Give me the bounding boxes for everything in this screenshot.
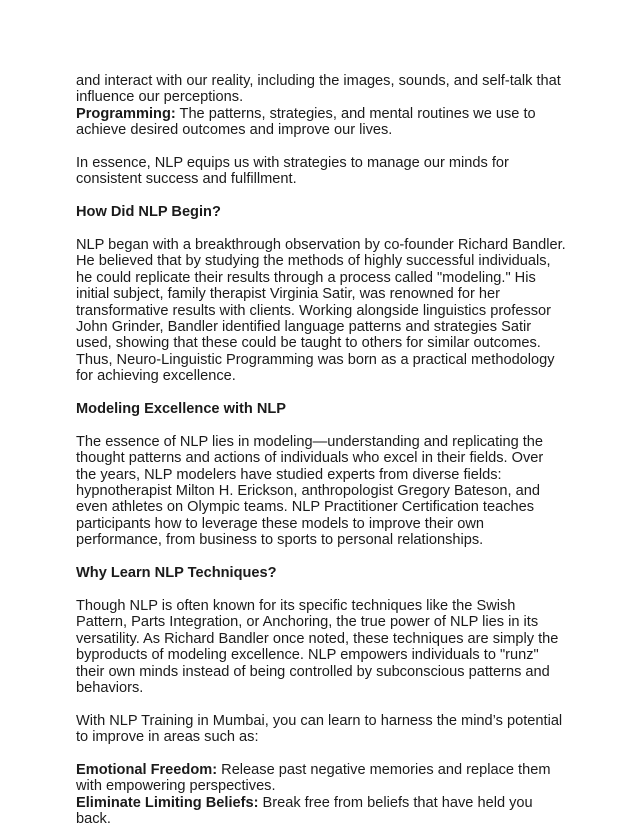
spacer [76, 385, 566, 401]
spacer [76, 417, 566, 433]
programming-term: Programming: [76, 105, 176, 122]
spacer [76, 221, 566, 237]
modeling-paragraph: The essence of NLP lies in modeling—understanding and replicating the thought patterns and actions of individuals who excel in their fields. Over the years, NLP modelers have studied experts from diverse fields: hypnotherapist Milton H. Erickson, anthropologist Gregory Bateson, and even athletes on Olympic teams. NLP Practitioner Certification teaches participants how to leverage these models to improve their own performance, from business to sports to personal relationships. [76, 433, 544, 549]
essence-paragraph: In essence, NLP equips us with strategies to manage our minds for consistent success and fulfillment. [76, 155, 509, 188]
benefit-eliminate-limiting-beliefs [76, 795, 566, 828]
spacer [76, 188, 566, 204]
benefit-emotional-freedom [76, 762, 566, 795]
spacer [76, 582, 566, 598]
why-paragraph-2: With NLP Training in Mumbai, you can learn to harness the mind’s potential to improve in areas such as: [76, 712, 563, 746]
document-page [76, 73, 566, 828]
programming-definition [76, 106, 566, 139]
spacer [76, 746, 566, 762]
benefit-term: Emotional Freedom: [76, 761, 218, 778]
programming-text: The patterns, strategies, and mental routines we use to achieve desired outcomes and improve our lives. [76, 105, 536, 139]
spacer [76, 549, 566, 565]
benefit-text: Release past negative memories and replace them with empowering perspectives. [76, 761, 551, 795]
benefit-text: Break free from beliefs that have held you back. [76, 794, 533, 828]
spacer [76, 696, 566, 712]
why-paragraph-1: Though NLP is often known for its specific techniques like the Swish Pattern, Parts Integration, or Anchoring, the true power of NLP lies in its versatility. As Richard Bandler once noted, these techniques are simply the byproducts of modeling excellence. NLP empowers individuals to "runz" their own minds instead of being controlled by subconscious patterns and behaviors. [76, 597, 559, 696]
spacer [76, 139, 566, 155]
benefit-term: Eliminate Limiting Beliefs: [76, 794, 259, 811]
heading-how-did-nlp-begin: How Did NLP Begin? [76, 204, 221, 221]
begin-paragraph: NLP began with a breakthrough observation by co-founder Richard Bandler. He believed that by studying the methods of highly successful individuals, he could replicate their results through a process called "modeling." His initial subject, family therapist Virginia Satir, was renowned for her transformative results with clients. Working alongside linguistics professor John Grinder, Bandler identified language patterns and strategies Satir used, showing that these could be taught to others for similar outcomes. Thus, Neuro-Linguistic Programming was born as a practical methodology for achieving excellence. [76, 237, 566, 385]
intro-continuation-paragraph: and interact with our reality, including the images, sounds, and self-talk that influence our perceptions. [76, 73, 561, 106]
heading-why-learn-nlp: Why Learn NLP Techniques? [76, 565, 277, 582]
heading-modeling-excellence: Modeling Excellence with NLP [76, 401, 287, 418]
